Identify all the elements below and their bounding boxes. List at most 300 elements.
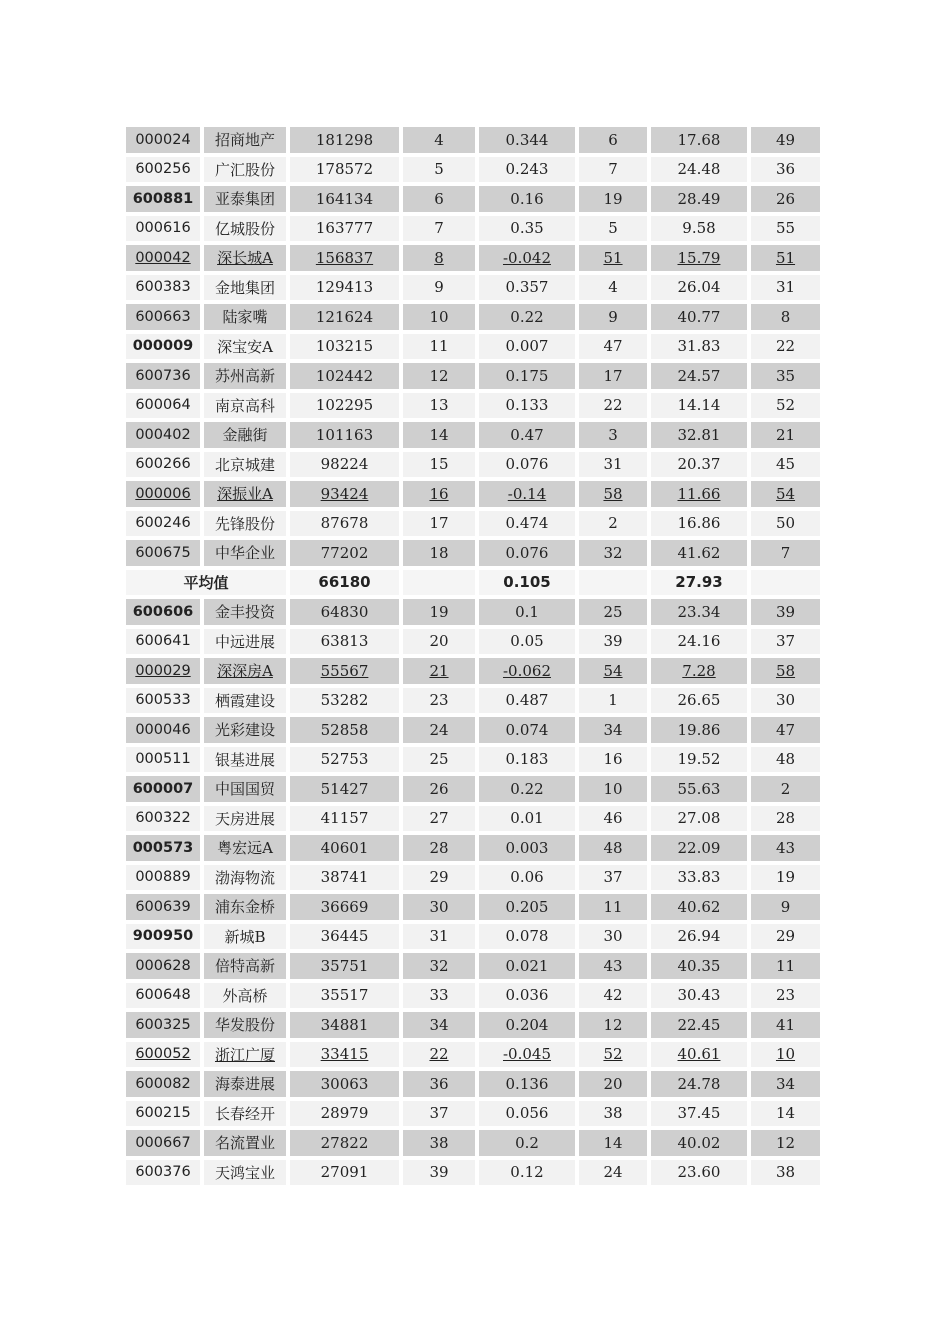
rank-1-cell: 21 bbox=[403, 658, 479, 688]
value-3-cell: 24.16 bbox=[651, 629, 751, 659]
value-1-cell: 38741 bbox=[290, 865, 403, 895]
table-row bbox=[126, 422, 820, 452]
value-3-cell: 14.14 bbox=[651, 393, 751, 423]
stock-name-cell: 中华企业 bbox=[204, 540, 290, 570]
value-1-cell: 27822 bbox=[290, 1130, 403, 1160]
value-3-cell: 37.45 bbox=[651, 1101, 751, 1131]
stock-name-cell: 粤宏远A bbox=[204, 835, 290, 865]
value-2-cell: 0.06 bbox=[479, 865, 579, 895]
rank-1-cell: 4 bbox=[403, 127, 479, 157]
value-3-cell: 9.58 bbox=[651, 216, 751, 246]
value-1-cell: 40601 bbox=[290, 835, 403, 865]
value-1-cell: 121624 bbox=[290, 304, 403, 334]
value-1-cell: 34881 bbox=[290, 1012, 403, 1042]
rank-2-cell: 4 bbox=[579, 275, 651, 305]
stock-code-cell: 600376 bbox=[126, 1160, 204, 1190]
rank-3-cell: 23 bbox=[751, 983, 820, 1013]
stock-code-cell: 000006 bbox=[126, 481, 204, 511]
table-row bbox=[126, 186, 820, 216]
stock-code-cell: 600266 bbox=[126, 452, 204, 482]
stock-name-cell: 中国国贸 bbox=[204, 776, 290, 806]
stock-name-cell: 招商地产 bbox=[204, 127, 290, 157]
rank-3-cell: 22 bbox=[751, 334, 820, 364]
rank-3-cell: 2 bbox=[751, 776, 820, 806]
rank-3-cell: 35 bbox=[751, 363, 820, 393]
rank-1-cell: 23 bbox=[403, 688, 479, 718]
rank-1-cell: 32 bbox=[403, 953, 479, 983]
value-3-cell: 31.83 bbox=[651, 334, 751, 364]
value-1-cell: 55567 bbox=[290, 658, 403, 688]
value-3-cell: 26.94 bbox=[651, 924, 751, 954]
stock-code-cell: 600663 bbox=[126, 304, 204, 334]
rank-3-cell: 39 bbox=[751, 599, 820, 629]
rank-2-cell: 34 bbox=[579, 717, 651, 747]
stock-name-cell: 南京高科 bbox=[204, 393, 290, 423]
table-row bbox=[126, 127, 820, 157]
value-2-cell: 0.183 bbox=[479, 747, 579, 777]
stock-name-cell: 深深房A bbox=[204, 658, 290, 688]
value-3-cell: 55.63 bbox=[651, 776, 751, 806]
value-2-cell: 0.22 bbox=[479, 776, 579, 806]
value-2-cell: -0.045 bbox=[479, 1042, 579, 1072]
stock-code-cell: 000046 bbox=[126, 717, 204, 747]
value-2-cell: -0.042 bbox=[479, 245, 579, 275]
stock-name-cell: 金地集团 bbox=[204, 275, 290, 305]
value-2-cell: 0.47 bbox=[479, 422, 579, 452]
table-row bbox=[126, 1101, 820, 1131]
rank-2-cell: 9 bbox=[579, 304, 651, 334]
value-2-cell: 0.12 bbox=[479, 1160, 579, 1190]
stock-code-cell: 600639 bbox=[126, 894, 204, 924]
stock-name-cell: 外高桥 bbox=[204, 983, 290, 1013]
rank-3-cell: 36 bbox=[751, 157, 820, 187]
value-3-cell: 20.37 bbox=[651, 452, 751, 482]
stock-code-cell: 600606 bbox=[126, 599, 204, 629]
value-2-cell: 0.003 bbox=[479, 835, 579, 865]
stock-code-cell: 000402 bbox=[126, 422, 204, 452]
rank-3-cell: 12 bbox=[751, 1130, 820, 1160]
rank-1-cell: 24 bbox=[403, 717, 479, 747]
rank-1-cell: 39 bbox=[403, 1160, 479, 1190]
rank-2-cell: 22 bbox=[579, 393, 651, 423]
value-3-cell: 32.81 bbox=[651, 422, 751, 452]
stock-code-cell: 600082 bbox=[126, 1071, 204, 1101]
rank-2-cell: 42 bbox=[579, 983, 651, 1013]
rank-2-cell: 16 bbox=[579, 747, 651, 777]
table-body bbox=[126, 127, 820, 1189]
rank-3-cell: 21 bbox=[751, 422, 820, 452]
value-2-cell: 0.136 bbox=[479, 1071, 579, 1101]
rank-2-cell: 24 bbox=[579, 1160, 651, 1190]
rank-1-cell: 30 bbox=[403, 894, 479, 924]
rank-3-cell: 28 bbox=[751, 806, 820, 836]
value-2-cell: 0.1 bbox=[479, 599, 579, 629]
table-row bbox=[126, 865, 820, 895]
rank-2-cell: 43 bbox=[579, 953, 651, 983]
value-2-cell: -0.062 bbox=[479, 658, 579, 688]
rank-3-cell: 45 bbox=[751, 452, 820, 482]
average-value-1: 66180 bbox=[290, 570, 403, 600]
value-2-cell: 0.056 bbox=[479, 1101, 579, 1131]
value-1-cell: 51427 bbox=[290, 776, 403, 806]
stock-code-cell: 000042 bbox=[126, 245, 204, 275]
value-3-cell: 40.77 bbox=[651, 304, 751, 334]
value-3-cell: 40.02 bbox=[651, 1130, 751, 1160]
rank-2-cell: 31 bbox=[579, 452, 651, 482]
rank-1-cell: 11 bbox=[403, 334, 479, 364]
table-row bbox=[126, 688, 820, 718]
table-row bbox=[126, 747, 820, 777]
average-label: 平均值 bbox=[126, 570, 290, 600]
rank-3-cell: 47 bbox=[751, 717, 820, 747]
value-2-cell: 0.204 bbox=[479, 1012, 579, 1042]
value-1-cell: 98224 bbox=[290, 452, 403, 482]
value-2-cell: 0.243 bbox=[479, 157, 579, 187]
table-row bbox=[126, 894, 820, 924]
rank-3-cell: 19 bbox=[751, 865, 820, 895]
rank-3-cell: 9 bbox=[751, 894, 820, 924]
value-3-cell: 24.57 bbox=[651, 363, 751, 393]
value-2-cell: 0.074 bbox=[479, 717, 579, 747]
value-1-cell: 87678 bbox=[290, 511, 403, 541]
table-row bbox=[126, 983, 820, 1013]
stock-code-cell: 000024 bbox=[126, 127, 204, 157]
stock-code-cell: 600325 bbox=[126, 1012, 204, 1042]
stock-code-cell: 600322 bbox=[126, 806, 204, 836]
table-row bbox=[126, 363, 820, 393]
real-estate-stock-table bbox=[126, 127, 820, 1189]
value-3-cell: 24.78 bbox=[651, 1071, 751, 1101]
rank-3-cell: 50 bbox=[751, 511, 820, 541]
stock-name-cell: 名流置业 bbox=[204, 1130, 290, 1160]
value-3-cell: 16.86 bbox=[651, 511, 751, 541]
value-1-cell: 102442 bbox=[290, 363, 403, 393]
stock-code-cell: 600736 bbox=[126, 363, 204, 393]
rank-1-cell: 25 bbox=[403, 747, 479, 777]
stock-code-cell: 600052 bbox=[126, 1042, 204, 1072]
rank-2-cell: 12 bbox=[579, 1012, 651, 1042]
stock-name-cell: 天鸿宝业 bbox=[204, 1160, 290, 1190]
value-2-cell: 0.22 bbox=[479, 304, 579, 334]
value-2-cell: 0.036 bbox=[479, 983, 579, 1013]
rank-3-cell: 48 bbox=[751, 747, 820, 777]
average-rank-2 bbox=[579, 570, 651, 600]
stock-code-cell: 000628 bbox=[126, 953, 204, 983]
stock-code-cell: 000029 bbox=[126, 658, 204, 688]
rank-2-cell: 3 bbox=[579, 422, 651, 452]
stock-name-cell: 倍特高新 bbox=[204, 953, 290, 983]
stock-name-cell: 深振业A bbox=[204, 481, 290, 511]
rank-3-cell: 30 bbox=[751, 688, 820, 718]
rank-1-cell: 26 bbox=[403, 776, 479, 806]
rank-3-cell: 38 bbox=[751, 1160, 820, 1190]
value-2-cell: 0.007 bbox=[479, 334, 579, 364]
rank-3-cell: 51 bbox=[751, 245, 820, 275]
rank-2-cell: 48 bbox=[579, 835, 651, 865]
value-3-cell: 28.49 bbox=[651, 186, 751, 216]
value-1-cell: 178572 bbox=[290, 157, 403, 187]
rank-2-cell: 51 bbox=[579, 245, 651, 275]
rank-1-cell: 27 bbox=[403, 806, 479, 836]
stock-name-cell: 新城B bbox=[204, 924, 290, 954]
value-2-cell: 0.133 bbox=[479, 393, 579, 423]
stock-code-cell: 600246 bbox=[126, 511, 204, 541]
rank-3-cell: 14 bbox=[751, 1101, 820, 1131]
rank-3-cell: 8 bbox=[751, 304, 820, 334]
rank-2-cell: 10 bbox=[579, 776, 651, 806]
rank-1-cell: 31 bbox=[403, 924, 479, 954]
value-2-cell: -0.14 bbox=[479, 481, 579, 511]
rank-3-cell: 31 bbox=[751, 275, 820, 305]
rank-1-cell: 14 bbox=[403, 422, 479, 452]
average-row bbox=[126, 570, 820, 600]
rank-3-cell: 29 bbox=[751, 924, 820, 954]
rank-2-cell: 37 bbox=[579, 865, 651, 895]
table-row bbox=[126, 216, 820, 246]
stock-name-cell: 浦东金桥 bbox=[204, 894, 290, 924]
value-1-cell: 33415 bbox=[290, 1042, 403, 1072]
value-1-cell: 156837 bbox=[290, 245, 403, 275]
rank-2-cell: 38 bbox=[579, 1101, 651, 1131]
table-row bbox=[126, 304, 820, 334]
stock-code-cell: 600641 bbox=[126, 629, 204, 659]
stock-code-cell: 600256 bbox=[126, 157, 204, 187]
rank-1-cell: 12 bbox=[403, 363, 479, 393]
stock-name-cell: 中远进展 bbox=[204, 629, 290, 659]
value-2-cell: 0.487 bbox=[479, 688, 579, 718]
rank-1-cell: 22 bbox=[403, 1042, 479, 1072]
stock-code-cell: 600007 bbox=[126, 776, 204, 806]
value-1-cell: 28979 bbox=[290, 1101, 403, 1131]
value-2-cell: 0.474 bbox=[479, 511, 579, 541]
value-3-cell: 22.09 bbox=[651, 835, 751, 865]
rank-2-cell: 54 bbox=[579, 658, 651, 688]
rank-2-cell: 39 bbox=[579, 629, 651, 659]
rank-1-cell: 7 bbox=[403, 216, 479, 246]
rank-1-cell: 33 bbox=[403, 983, 479, 1013]
rank-1-cell: 18 bbox=[403, 540, 479, 570]
rank-2-cell: 58 bbox=[579, 481, 651, 511]
table-row bbox=[126, 157, 820, 187]
value-2-cell: 0.16 bbox=[479, 186, 579, 216]
stock-name-cell: 金丰投资 bbox=[204, 599, 290, 629]
value-3-cell: 23.60 bbox=[651, 1160, 751, 1190]
table-row bbox=[126, 776, 820, 806]
value-2-cell: 0.078 bbox=[479, 924, 579, 954]
rank-1-cell: 20 bbox=[403, 629, 479, 659]
rank-3-cell: 11 bbox=[751, 953, 820, 983]
value-2-cell: 0.01 bbox=[479, 806, 579, 836]
value-1-cell: 93424 bbox=[290, 481, 403, 511]
value-1-cell: 102295 bbox=[290, 393, 403, 423]
value-1-cell: 30063 bbox=[290, 1071, 403, 1101]
value-1-cell: 36445 bbox=[290, 924, 403, 954]
rank-3-cell: 7 bbox=[751, 540, 820, 570]
value-1-cell: 164134 bbox=[290, 186, 403, 216]
rank-2-cell: 47 bbox=[579, 334, 651, 364]
stock-code-cell: 000573 bbox=[126, 835, 204, 865]
table-row bbox=[126, 245, 820, 275]
stock-name-cell: 银基进展 bbox=[204, 747, 290, 777]
rank-2-cell: 7 bbox=[579, 157, 651, 187]
rank-1-cell: 29 bbox=[403, 865, 479, 895]
value-3-cell: 26.65 bbox=[651, 688, 751, 718]
value-3-cell: 24.48 bbox=[651, 157, 751, 187]
stock-code-cell: 600881 bbox=[126, 186, 204, 216]
rank-2-cell: 19 bbox=[579, 186, 651, 216]
table-row bbox=[126, 835, 820, 865]
table-row bbox=[126, 629, 820, 659]
value-3-cell: 40.35 bbox=[651, 953, 751, 983]
stock-code-cell: 000616 bbox=[126, 216, 204, 246]
value-3-cell: 22.45 bbox=[651, 1012, 751, 1042]
value-3-cell: 15.79 bbox=[651, 245, 751, 275]
rank-1-cell: 17 bbox=[403, 511, 479, 541]
value-3-cell: 41.62 bbox=[651, 540, 751, 570]
rank-2-cell: 14 bbox=[579, 1130, 651, 1160]
value-3-cell: 30.43 bbox=[651, 983, 751, 1013]
value-1-cell: 64830 bbox=[290, 599, 403, 629]
table-row bbox=[126, 599, 820, 629]
stock-code-cell: 000009 bbox=[126, 334, 204, 364]
value-1-cell: 181298 bbox=[290, 127, 403, 157]
rank-1-cell: 38 bbox=[403, 1130, 479, 1160]
table-row bbox=[126, 1071, 820, 1101]
rank-3-cell: 54 bbox=[751, 481, 820, 511]
value-1-cell: 52858 bbox=[290, 717, 403, 747]
rank-3-cell: 43 bbox=[751, 835, 820, 865]
rank-1-cell: 19 bbox=[403, 599, 479, 629]
average-rank-3 bbox=[751, 570, 820, 600]
value-2-cell: 0.205 bbox=[479, 894, 579, 924]
stock-name-cell: 光彩建设 bbox=[204, 717, 290, 747]
table-row bbox=[126, 658, 820, 688]
stock-name-cell: 陆家嘴 bbox=[204, 304, 290, 334]
value-1-cell: 129413 bbox=[290, 275, 403, 305]
stock-name-cell: 栖霞建设 bbox=[204, 688, 290, 718]
rank-1-cell: 15 bbox=[403, 452, 479, 482]
table-row bbox=[126, 393, 820, 423]
value-3-cell: 19.86 bbox=[651, 717, 751, 747]
value-2-cell: 0.357 bbox=[479, 275, 579, 305]
stock-code-cell: 600215 bbox=[126, 1101, 204, 1131]
value-1-cell: 63813 bbox=[290, 629, 403, 659]
average-value-3: 27.93 bbox=[651, 570, 751, 600]
table-row bbox=[126, 1012, 820, 1042]
value-1-cell: 36669 bbox=[290, 894, 403, 924]
value-3-cell: 19.52 bbox=[651, 747, 751, 777]
rank-3-cell: 49 bbox=[751, 127, 820, 157]
value-2-cell: 0.076 bbox=[479, 540, 579, 570]
value-3-cell: 26.04 bbox=[651, 275, 751, 305]
stock-code-cell: 600675 bbox=[126, 540, 204, 570]
rank-1-cell: 16 bbox=[403, 481, 479, 511]
rank-1-cell: 8 bbox=[403, 245, 479, 275]
rank-1-cell: 9 bbox=[403, 275, 479, 305]
rank-3-cell: 34 bbox=[751, 1071, 820, 1101]
rank-3-cell: 52 bbox=[751, 393, 820, 423]
stock-code-cell: 000889 bbox=[126, 865, 204, 895]
value-2-cell: 0.021 bbox=[479, 953, 579, 983]
value-2-cell: 0.35 bbox=[479, 216, 579, 246]
value-3-cell: 17.68 bbox=[651, 127, 751, 157]
stock-code-cell: 900950 bbox=[126, 924, 204, 954]
value-3-cell: 27.08 bbox=[651, 806, 751, 836]
stock-code-cell: 600383 bbox=[126, 275, 204, 305]
rank-1-cell: 5 bbox=[403, 157, 479, 187]
rank-2-cell: 25 bbox=[579, 599, 651, 629]
stock-code-cell: 600064 bbox=[126, 393, 204, 423]
stock-name-cell: 华发股份 bbox=[204, 1012, 290, 1042]
value-2-cell: 0.2 bbox=[479, 1130, 579, 1160]
rank-1-cell: 6 bbox=[403, 186, 479, 216]
value-3-cell: 40.61 bbox=[651, 1042, 751, 1072]
rank-2-cell: 20 bbox=[579, 1071, 651, 1101]
rank-2-cell: 5 bbox=[579, 216, 651, 246]
rank-2-cell: 52 bbox=[579, 1042, 651, 1072]
table-row bbox=[126, 924, 820, 954]
stock-code-cell: 600648 bbox=[126, 983, 204, 1013]
rank-2-cell: 30 bbox=[579, 924, 651, 954]
rank-3-cell: 41 bbox=[751, 1012, 820, 1042]
table-row bbox=[126, 806, 820, 836]
stock-name-cell: 先锋股份 bbox=[204, 511, 290, 541]
rank-1-cell: 13 bbox=[403, 393, 479, 423]
stock-name-cell: 深长城A bbox=[204, 245, 290, 275]
value-1-cell: 35517 bbox=[290, 983, 403, 1013]
value-1-cell: 103215 bbox=[290, 334, 403, 364]
value-3-cell: 23.34 bbox=[651, 599, 751, 629]
table-row bbox=[126, 511, 820, 541]
stock-name-cell: 海泰进展 bbox=[204, 1071, 290, 1101]
average-rank-1 bbox=[403, 570, 479, 600]
value-3-cell: 11.66 bbox=[651, 481, 751, 511]
rank-2-cell: 32 bbox=[579, 540, 651, 570]
rank-1-cell: 34 bbox=[403, 1012, 479, 1042]
value-2-cell: 0.05 bbox=[479, 629, 579, 659]
value-1-cell: 163777 bbox=[290, 216, 403, 246]
stock-name-cell: 长春经开 bbox=[204, 1101, 290, 1131]
stock-name-cell: 北京城建 bbox=[204, 452, 290, 482]
value-1-cell: 52753 bbox=[290, 747, 403, 777]
table-row bbox=[126, 334, 820, 364]
table-row bbox=[126, 1042, 820, 1072]
rank-1-cell: 10 bbox=[403, 304, 479, 334]
rank-2-cell: 1 bbox=[579, 688, 651, 718]
table-row bbox=[126, 275, 820, 305]
value-3-cell: 40.62 bbox=[651, 894, 751, 924]
value-1-cell: 53282 bbox=[290, 688, 403, 718]
table-row bbox=[126, 481, 820, 511]
rank-1-cell: 36 bbox=[403, 1071, 479, 1101]
rank-2-cell: 6 bbox=[579, 127, 651, 157]
table-row bbox=[126, 540, 820, 570]
value-1-cell: 77202 bbox=[290, 540, 403, 570]
stock-name-cell: 金融街 bbox=[204, 422, 290, 452]
rank-3-cell: 55 bbox=[751, 216, 820, 246]
table-row bbox=[126, 452, 820, 482]
rank-3-cell: 10 bbox=[751, 1042, 820, 1072]
stock-name-cell: 浙江广厦 bbox=[204, 1042, 290, 1072]
stock-name-cell: 深宝安A bbox=[204, 334, 290, 364]
stock-code-cell: 600533 bbox=[126, 688, 204, 718]
rank-2-cell: 2 bbox=[579, 511, 651, 541]
rank-3-cell: 26 bbox=[751, 186, 820, 216]
rank-2-cell: 17 bbox=[579, 363, 651, 393]
rank-2-cell: 46 bbox=[579, 806, 651, 836]
value-1-cell: 35751 bbox=[290, 953, 403, 983]
table-row bbox=[126, 953, 820, 983]
